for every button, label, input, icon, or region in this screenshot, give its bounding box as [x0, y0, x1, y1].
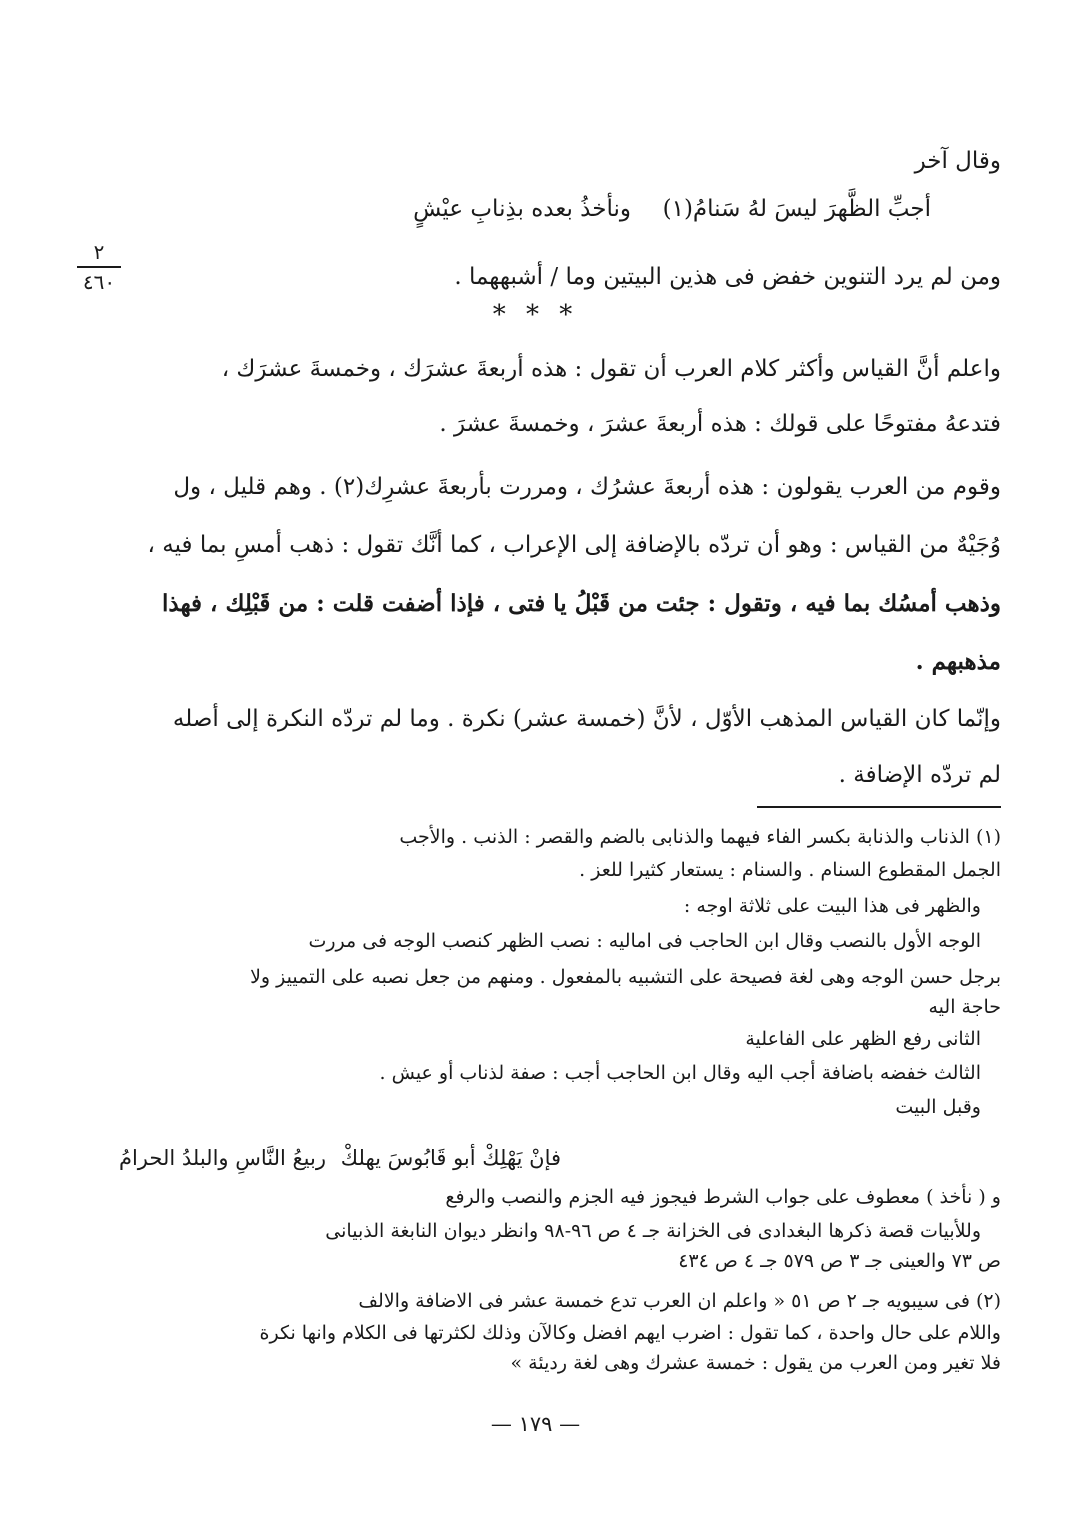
margin-ref-bottom: ٤٦٠ [82, 270, 116, 294]
body-line: مذهبهم . [915, 648, 1001, 675]
footnote-line: (٢) فى سيبويه جـ ٢ ص ٥١ « واعلم ان العرب تدع خمسة عشر فى الاضافة والالف [358, 1290, 1001, 1312]
footnote-line: الجمل المقطوع السنام . والسنام : يستعار كثيرا للعز . [579, 859, 1001, 881]
footnote-line: والظهر فى هذا البيت على ثلاثة اوجه : [683, 895, 981, 917]
footnote-line: واللام على حال واحدة ، كما تقول : اضرب ايهم افضل وكالآن وذلك لكثرتها فى الكلام وانها نكرة [259, 1322, 1001, 1344]
body-line: ومن لم يرد التنوين خفض فى هذين البيتين وما / أشبههما . [454, 264, 1001, 290]
footnote-separator-rule [757, 806, 1001, 808]
footnote-line: حاجة اليه [928, 996, 1001, 1018]
verse1-second-hemistich: أجبِّ الظَّهرَ ليسَ لهُ سَنامُ(١) [662, 196, 931, 222]
body-line: وقوم من العرب يقولون : هذه أربعةَ عشرُك ، ومررت بأربعةَ عشرِك(٢) . وهم قليل ، ول [173, 474, 1001, 500]
footnote-line: برجل حسن الوجه وهى لغة فصيحة على التشبيه بالمفعول . ومنهم من جعل نصبه على التمييز ولا [250, 966, 1001, 988]
footnote-verse-second-hemistich: ربيعُ النَّاسِ والبلدُ الحرامُ [118, 1146, 326, 1170]
body-line: وإنّما كان القياس المذهب الأوّل ، لأنَّ (خمسة عشر) نكرة . وما لم تردّه النكرة إلى أصله [172, 706, 1001, 732]
footnote-line: وللأبيات قصة ذكرها البغدادى فى الخزانة جـ ٤ ص ٩٦-٩٨ وانظر ديوان النابغة الذبيانى [325, 1220, 981, 1242]
footnote-line: الوجه الأول بالنصب وقال ابن الحاجب فى اماليه : نصب الظهر كنصب الوجه فى مررت [308, 930, 981, 952]
margin-ref-bar [77, 266, 121, 268]
footnote-line: ص ٧٣ والعينى جـ ٣ ص ٥٧٩ جـ ٤ ص ٤٣٤ [678, 1250, 1001, 1272]
margin-reference [76, 240, 122, 294]
page-number: — ١٧٩ — [490, 1412, 581, 1436]
margin-ref-top: ٢ [93, 240, 105, 264]
footnote-line: و ( نأخذ ) معطوف على جواب الشرط فيجوز فيه الجزم والنصب والرفع [445, 1186, 1001, 1208]
body-line: وذهب أمسُك بما فيه ، وتقول : جئت من قَبْلُ يا فتى ، فإذا أضفت قلت : من قَبْلِك ، فهذا [161, 590, 1001, 617]
footnote-line: وقبل البيت [895, 1096, 981, 1118]
verse1-first-hemistich: ونأخذُ بعده بذِنابِ عيْشٍ [413, 196, 631, 222]
section-separator: * * * [492, 300, 579, 330]
footnote-verse-first-hemistich: فإنْ يَهْلِكْ أبو قَابُوسَ يهلكْ [340, 1146, 561, 1170]
body-line: لم تردّه الإضافة . [838, 762, 1001, 788]
footnote-line: فلا تغير ومن العرب من يقول : خمسة عشرك وهى لغة رديئة » [510, 1352, 1001, 1374]
footnote-line: الثانى رفع الظهر على الفاعلية [745, 1028, 981, 1050]
body-line: واعلم أنَّ القياس وأكثر كلام العرب أن تقول : هذه أربعةَ عشرَك ، وخمسةَ عشرَك ، [221, 356, 1001, 382]
footnote-line: الثالث خفضه باضافة أجب اليه وقال ابن الحاجب أجب : صفة لذناب أو عيش . [379, 1062, 981, 1084]
intro-line: وقال آخر [914, 148, 1001, 174]
footnote-line: (١) الذناب والذنابة بكسر الفاء فيهما والذنابى بالضم والقصر : الذنب . والأجب [399, 826, 1001, 848]
body-line: فتدعهُ مفتوحًا على قولك : هذه أربعةَ عشرَ ، وخمسةَ عشرَ . [439, 411, 1001, 437]
body-line: وُجَيْهٌ من القياس : وهو أن تردّه بالإضافة إلى الإعراب ، كما أنَّك تقول : ذهب أمسِ بما فيه ، [147, 532, 1001, 558]
